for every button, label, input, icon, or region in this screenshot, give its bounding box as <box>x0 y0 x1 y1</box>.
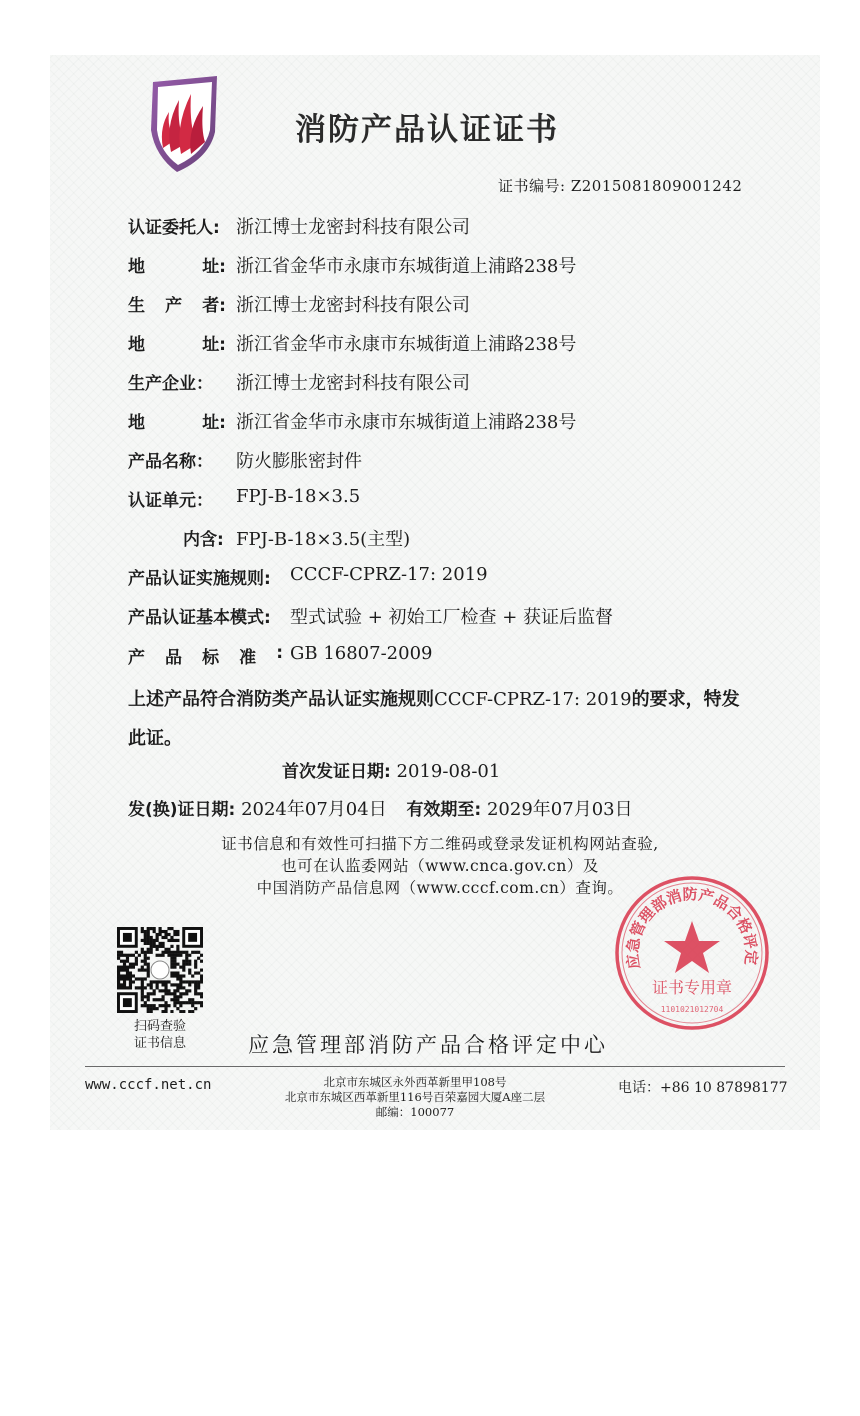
footer-website[interactable]: www.cccf.net.cn <box>85 1077 212 1093</box>
field-label: 产品名称： <box>128 452 213 472</box>
first-issue-value: 2019-08-01 <box>396 761 501 782</box>
field-value: FPJ-B-18×3.5 <box>236 486 361 507</box>
field-value: 浙江博士龙密封科技有限公司 <box>236 217 470 238</box>
certificate-sheet <box>50 55 820 1130</box>
field-label: 产品认证基本模式: <box>128 608 271 628</box>
field-value: 浙江省金华市永康市东城街道上浦路238号 <box>236 334 577 355</box>
field-label: 生 产 者: <box>128 296 226 316</box>
field-label: 地 址: <box>128 335 226 355</box>
field-value: 浙江博士龙密封科技有限公司 <box>236 295 470 316</box>
field-label: 生产企业： <box>128 374 213 394</box>
field-label: 认证委托人: <box>128 218 220 238</box>
field-label: 内含: <box>183 530 224 550</box>
qr-code[interactable] <box>117 927 203 1013</box>
qr-caption: 扫码查验 证书信息 <box>133 1019 186 1051</box>
issue-date-label: 发(换)证日期: <box>128 800 236 820</box>
footer-address: 北京市东城区永外西革新里甲108号 北京市东城区西革新里116号百荣嘉园大厦A座二层 邮编：100077 <box>284 1075 546 1119</box>
svg-text:应急管理部消防产品合格评定中心: 应急管理部消防产品合格评定 <box>623 885 761 971</box>
field-value: FPJ-B-18×3.5(主型) <box>236 529 411 550</box>
footer-divider <box>85 1066 785 1067</box>
field-label: 认证单元： <box>128 491 213 511</box>
field-value: 型式试验 + 初始工厂检查 + 获证后监督 <box>290 607 614 628</box>
field-value: 浙江博士龙密封科技有限公司 <box>236 373 470 394</box>
certificate-number: 证书编号: Z2015081809001242 <box>498 177 743 195</box>
field-value: 防火膨胀密封件 <box>236 451 362 472</box>
verification-note: 证书信息和有效性可扫描下方二维码或登录发证机构网站查验, 也可在认监委网站（www.cnca.gov.cn）及 中国消防产品信息网（www.cccf.com.cn）查询。 <box>221 835 659 897</box>
svg-text:1101021012704: 1101021012704 <box>660 1005 724 1014</box>
field-value: GB 16807-2009 <box>290 643 433 664</box>
field-label: 地 址: <box>128 257 226 277</box>
valid-until-label: 有效期至: <box>406 800 482 820</box>
first-issue-date <box>282 757 500 782</box>
issuing-authority: 应急管理部消防产品合格评定中心 <box>248 1033 608 1057</box>
issue-date-value: 2024年07月04日 <box>241 799 387 820</box>
certificate-title: 消防产品认证证书 <box>295 112 559 148</box>
official-seal <box>612 873 772 1033</box>
flame-shield-icon <box>145 70 225 175</box>
footer-telephone: 电话：+86 10 87898177 <box>618 1080 788 1096</box>
field-label: 产品认证实施规则: <box>128 569 271 589</box>
field-label: 产 品 标 准 : <box>128 643 283 668</box>
compliance-statement: 上述产品符合消防类产品认证实施规则CCCF-CPRZ-17: 2019的要求，特发此证。 <box>128 689 740 749</box>
issue-dates <box>128 795 633 821</box>
field-value: CCCF-CPRZ-17: 2019 <box>290 564 488 585</box>
first-issue-label: 首次发证日期: <box>282 762 391 782</box>
field-value: 浙江省金华市永康市东城街道上浦路238号 <box>236 256 577 277</box>
svg-text:证书专用章: 证书专用章 <box>651 978 733 997</box>
valid-until-value: 2029年07月03日 <box>486 799 633 820</box>
field-label: 地 址: <box>128 413 226 433</box>
field-value: 浙江省金华市永康市东城街道上浦路238号 <box>236 412 577 433</box>
